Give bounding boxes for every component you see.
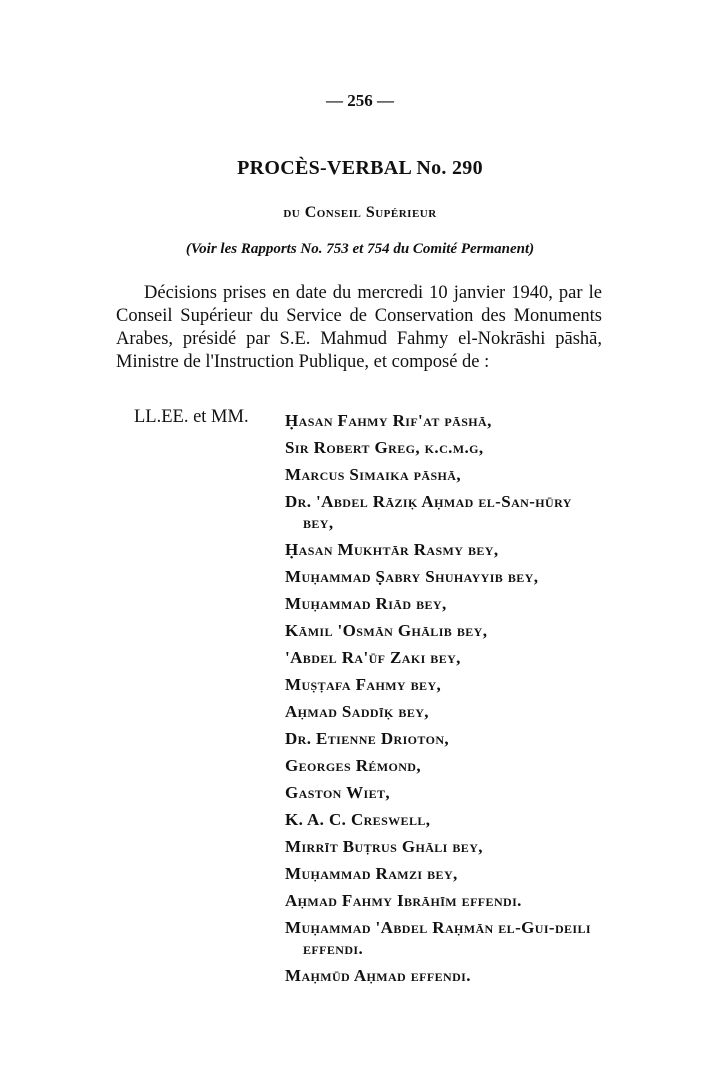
member-name: Muṣṭafa Fahmy bey, <box>285 675 442 694</box>
page-subtitle: du Conseil Supérieur <box>283 204 437 221</box>
page-title: PROCÈS-VERBAL No. 290 <box>237 157 483 179</box>
reference-note: (Voir les Rapports No. 753 et 754 du Comité Permanent) <box>185 241 535 257</box>
member-name: 'Abdel Ra'ūf Zaki bey, <box>285 648 461 667</box>
member-name: Muḥammad Ramzi bey, <box>285 864 458 883</box>
member-name: K. A. C. Creswell, <box>285 810 431 829</box>
intro-paragraph: Décisions prises en date du mercredi 10 janvier 1940, par le Conseil Supérieur du Service de Conservation des Monuments Arabes, présidé par S.E. Mahmud Fahmy el-Nokrāshi pāshā, Ministre de l'Instruction Publique, et composé de : <box>116 283 602 372</box>
member-name: Maḥmūd Aḥmad effendi. <box>285 966 471 985</box>
member-name: Muḥammad Ṣabry Shuhayyib bey, <box>285 567 539 586</box>
member-name: Aḥmad Fahmy Ibrāhīm effendi. <box>285 891 522 910</box>
member-name: Ḥasan Mukhtār Rasmy bey, <box>285 540 499 559</box>
member-name: Georges Rémond, <box>285 756 422 775</box>
member-name: Mirrīt Buṭrus Ghāli bey, <box>285 837 483 856</box>
member-name: Dr. 'Abdel Rāziḳ Aḥmad el-San-hūry bey, <box>285 492 572 532</box>
members-label: LL.EE. et MM. <box>134 407 249 427</box>
member-name: Muḥammad Riād bey, <box>285 594 447 613</box>
member-name: Gaston Wiet, <box>285 783 391 802</box>
member-name: Sir Robert Greg, k.c.m.g, <box>285 438 484 457</box>
member-name: Aḥmad Saddīḳ bey, <box>285 702 429 721</box>
member-name: Marcus Simaika pāshā, <box>285 465 461 484</box>
member-name: Kāmil 'Osmān Ghālib bey, <box>285 621 488 640</box>
member-name: Ḥasan Fahmy Rif'at pāshā, <box>285 411 492 430</box>
member-name: Dr. Etienne Drioton, <box>285 729 450 748</box>
members-list <box>285 407 605 989</box>
page-number: — 256 — <box>326 91 394 110</box>
member-name: Muḥammad 'Abdel Raḥmān el-Gui-deili effendi. <box>285 918 591 958</box>
